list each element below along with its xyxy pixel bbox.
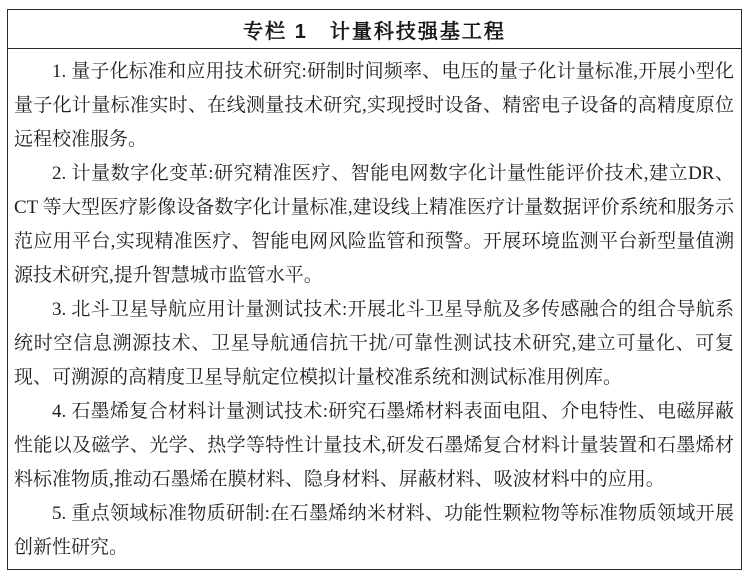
paragraph-beidou-navigation: 3. 北斗卫星导航应用计量测试技术:开展北斗卫星导航及多传感融合的组合导航系统时空信息溯源技术、卫星导航通信抗干扰/可靠性测试技术研究,建立可量化、可复现、可溯源的高精度卫星导航定位模拟计量校准系统和测试标准用例库。 <box>14 299 734 388</box>
paragraph-digital-metrology: 2. 计量数字化变革:研究精准医疗、智能电网数字化计量性能评价技术,建立DR、CT 等大型医疗影像设备数字化计量标准,建设线上精准医疗计量数据评价系统和服务示范应用平台,实现精准医疗、智能电网风险监管和预警。开展环境监测平台新型量值溯源技术研究,提升智慧城市监管水平。 <box>14 163 734 286</box>
paragraph-reference-materials: 5. 重点领域标准物质研制:在石墨烯纳米材料、功能性颗粒物等标准物质领域开展创新性研究。 <box>14 503 734 558</box>
panel-title-bar <box>8 10 741 49</box>
paragraph-quantum-standards: 1. 量子化标准和应用技术研究:研制时间频率、电压的量子化计量标准,开展小型化量子化计量标准实时、在线测量技术研究,实现授时设备、精密电子设备的高精度原位远程校准服务。 <box>14 61 734 150</box>
panel-body <box>8 49 741 568</box>
paragraph-graphene-materials: 4. 石墨烯复合材料计量测试技术:研究石墨烯材料表面电阻、介电特性、电磁屏蔽性能以及磁学、光学、热学等特性计量技术,研发石墨烯复合材料计量装置和石墨烯材料标准物质,推动石墨烯在膜材料、隐身材料、屏蔽材料、吸波材料中的应用。 <box>14 401 734 490</box>
column-box <box>7 9 742 570</box>
panel-title: 专栏 1 计量科技强基工程 <box>243 20 506 43</box>
